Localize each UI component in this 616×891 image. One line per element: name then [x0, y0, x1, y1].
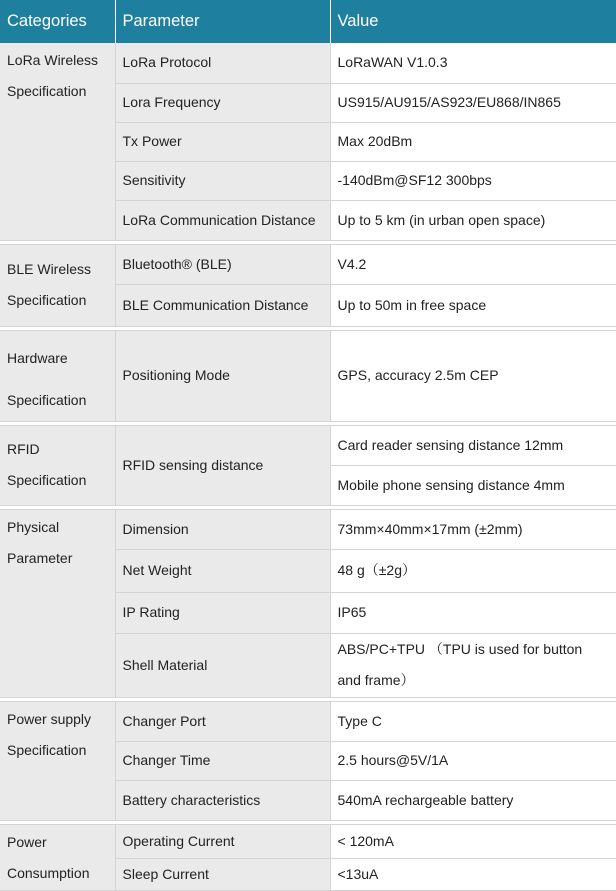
category-rfid	[0, 425, 115, 505]
category-line: Consumption	[7, 864, 90, 881]
value-changer-time: 2.5 hours@5V/1A	[330, 741, 616, 780]
value-phone-distance: Mobile phone sensing distance 4mm	[330, 465, 616, 505]
category-line: LoRa Wireless	[7, 52, 99, 68]
value-lora-distance: Up to 5 km (in urban open space)	[330, 200, 616, 240]
category-line: Specification	[7, 741, 87, 758]
param-lora-distance: LoRa Communication Distance	[115, 200, 330, 240]
table-row	[0, 824, 616, 858]
param-sensitivity: Sensitivity	[115, 161, 330, 200]
value-operating-current: < 120mA	[330, 824, 616, 858]
param-net-weight: Net Weight	[115, 549, 330, 592]
value-positioning-mode: GPS, accuracy 2.5m CEP	[330, 330, 616, 421]
header-row	[0, 0, 616, 43]
category-power-supply	[0, 701, 115, 820]
param-rfid-distance: RFID sensing distance	[115, 425, 330, 505]
param-ble-distance: BLE Communication Distance	[115, 284, 330, 326]
param-battery: Battery characteristics	[115, 780, 330, 820]
category-lora-wireless	[0, 43, 115, 240]
value-changer-port: Type C	[330, 701, 616, 741]
value-bluetooth: V4.2	[330, 244, 616, 284]
header-parameter: Parameter	[115, 0, 330, 43]
header-categories: Categories	[0, 0, 115, 43]
value-line: ABS/PC+TPU （TPU is used for button	[337, 641, 583, 657]
category-line: Power supply	[7, 710, 92, 727]
param-bluetooth: Bluetooth® (BLE)	[115, 244, 330, 284]
category-line: RFID	[7, 441, 40, 457]
value-sensitivity: -140dBm@SF12 300bps	[330, 161, 616, 200]
category-line: Parameter	[7, 549, 73, 566]
table-row	[0, 509, 616, 549]
category-line: Specification	[7, 391, 87, 408]
param-dimension: Dimension	[115, 509, 330, 549]
category-line: Specification	[7, 472, 87, 488]
param-lora-protocol: LoRa Protocol	[115, 43, 330, 83]
param-operating-current: Operating Current	[115, 824, 330, 858]
category-physical	[0, 509, 115, 697]
category-line: Specification	[7, 83, 87, 99]
table-row	[0, 701, 616, 741]
value-shell-material	[330, 633, 616, 697]
value-sleep-current: <13uA	[330, 858, 616, 890]
category-line: Power	[7, 833, 47, 850]
header-value: Value	[330, 0, 616, 43]
param-changer-port: Changer Port	[115, 701, 330, 741]
param-positioning-mode: Positioning Mode	[115, 330, 330, 421]
table-row	[0, 330, 616, 421]
param-lora-frequency: Lora Frequency	[115, 83, 330, 122]
param-tx-power: Tx Power	[115, 122, 330, 161]
table-row	[0, 244, 616, 284]
category-hardware	[0, 330, 115, 421]
param-sleep-current: Sleep Current	[115, 858, 330, 890]
table-row	[0, 425, 616, 465]
category-power-consumption	[0, 824, 115, 890]
category-ble-wireless	[0, 244, 115, 326]
param-ip-rating: IP Rating	[115, 592, 330, 633]
value-lora-frequency: US915/AU915/AS923/EU868/IN865	[330, 83, 616, 122]
category-line: Hardware	[7, 349, 68, 366]
category-line: Physical	[7, 518, 60, 535]
param-shell-material: Shell Material	[115, 633, 330, 697]
value-card-reader-distance: Card reader sensing distance 12mm	[330, 425, 616, 465]
category-line: BLE Wireless	[7, 261, 92, 277]
category-line: Specification	[7, 292, 87, 308]
value-lora-protocol: LoRaWAN V1.0.3	[330, 43, 616, 83]
value-ip-rating: IP65	[330, 592, 616, 633]
param-changer-time: Changer Time	[115, 741, 330, 780]
value-dimension: 73mm×40mm×17mm (±2mm)	[330, 509, 616, 549]
value-battery: 540mA rechargeable battery	[330, 780, 616, 820]
value-net-weight: 48 g（±2g）	[330, 549, 616, 592]
table-row	[0, 43, 616, 83]
value-line: and frame）	[337, 672, 415, 688]
value-ble-distance: Up to 50m in free space	[330, 284, 616, 326]
value-tx-power: Max 20dBm	[330, 122, 616, 161]
